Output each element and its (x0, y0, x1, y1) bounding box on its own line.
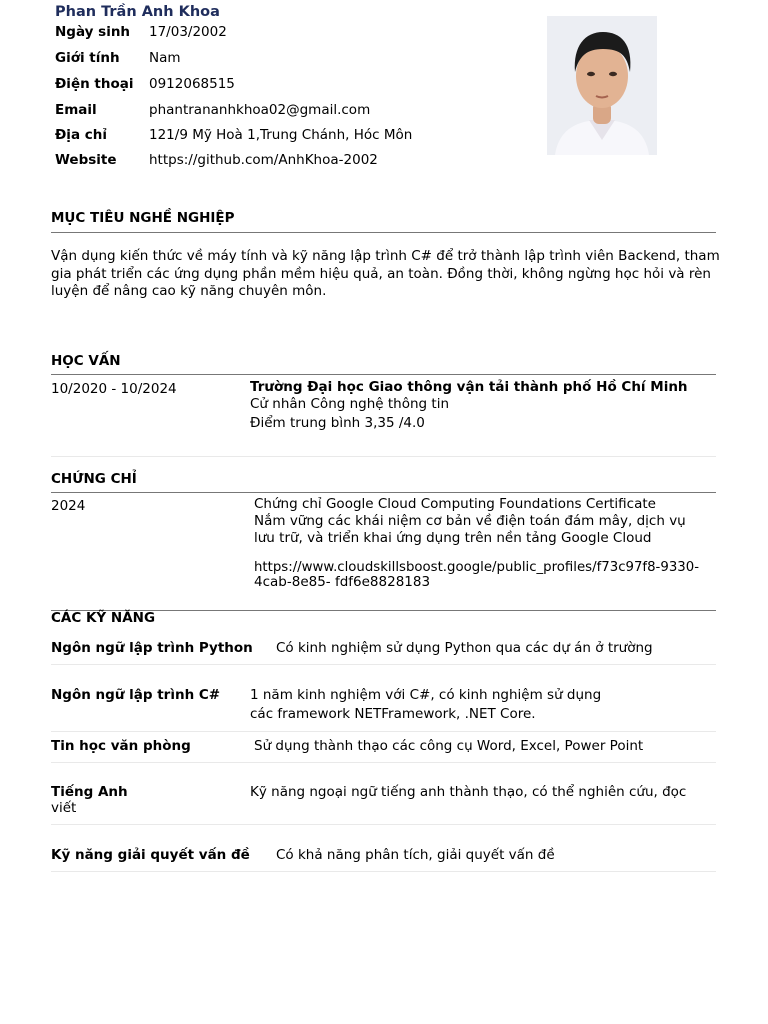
skill-english-desc: Kỹ năng ngoại ngữ tiếng anh thành thạo, có thể nghiên cứu, đọc (250, 784, 687, 800)
skill-problem-solving-name: Kỹ năng giải quyết vấn đề (51, 847, 250, 863)
objective-heading: MỤC TIÊU NGHỀ NGHIỆP (51, 210, 235, 226)
profile-photo (547, 16, 657, 155)
gender-label: Giới tính (55, 50, 120, 66)
email-value[interactable]: phantrananhkhoa02@gmail.com (149, 102, 371, 118)
education-heading: HỌC VẤN (51, 353, 121, 369)
school-name: Trường Đại học Giao thông vận tải thành phố Hồ Chí Minh (250, 379, 688, 395)
skill-problem-solving-desc: Có khả năng phân tích, giải quyết vấn đề (276, 847, 555, 863)
phone-value: 0912068515 (149, 76, 235, 92)
education-end-divider (51, 456, 716, 457)
skill-separator (51, 824, 716, 825)
objective-divider (51, 232, 716, 233)
skills-heading: CÁC KỸ NĂNG (51, 610, 156, 626)
birthdate-value: 17/03/2002 (149, 24, 227, 40)
certificates-divider (51, 492, 716, 493)
skill-office-name: Tin học văn phòng (51, 738, 191, 754)
address-value: 121/9 Mỹ Hoà 1,Trung Chánh, Hóc Môn (149, 127, 413, 143)
website-label: Website (55, 152, 117, 168)
skill-python-name: Ngôn ngữ lập trình Python (51, 640, 253, 656)
skill-separator (51, 762, 716, 763)
phone-label: Điện thoại (55, 76, 134, 92)
website-link[interactable]: https://github.com/AnhKhoa-2002 (149, 152, 378, 168)
certificate-link-line-2[interactable]: 4cab-8e85- fdf6e8828183 (254, 574, 431, 590)
objective-text: Vận dụng kiến thức về máy tính và kỹ năng lập trình C# để trở thành lập trình viên Backend, tham gia phát triển các ứng dụng phần mềm hiệu quả, an toàn. Đồng thời, không ngừng học hỏi và rèn luyện để nâng cao kỹ năng chuyên môn. (51, 248, 720, 299)
gender-value: Nam (149, 50, 181, 66)
certificate-year: 2024 (51, 498, 86, 514)
email-label: Email (55, 102, 97, 118)
education-period: 10/2020 - 10/2024 (51, 381, 177, 397)
education-divider (51, 374, 716, 375)
skill-csharp-name: Ngôn ngữ lập trình C# (51, 687, 221, 703)
skill-english-desc-overflow: viết (51, 800, 77, 816)
skill-separator (51, 731, 716, 732)
skill-python-desc: Có kinh nghiệm sử dụng Python qua các dự án ở trường (276, 640, 653, 656)
skill-english-name: Tiếng Anh (51, 784, 128, 800)
skill-csharp-desc-line-1: 1 năm kinh nghiệm với C#, có kinh nghiệm sử dụng (250, 687, 602, 703)
degree-name: Cử nhân Công nghệ thông tin (250, 396, 450, 412)
birthdate-label: Ngày sinh (55, 24, 131, 40)
certificate-title: Chứng chỉ Google Cloud Computing Foundations Certificate (254, 496, 656, 512)
certificate-link-line-1[interactable]: https://www.cloudskillsboost.google/public_profiles/f73c97f8-9330- (254, 560, 699, 575)
skill-separator (51, 664, 716, 665)
skill-office-desc: Sử dụng thành thạo các công cụ Word, Excel, Power Point (254, 738, 644, 754)
address-label: Địa chỉ (55, 127, 107, 143)
skill-separator (51, 871, 716, 872)
gpa-text: Điểm trung bình 3,35 /4.0 (250, 415, 425, 431)
certificate-desc-line-1: Nắm vững các khái niệm cơ bản về điện toán đám mây, dịch vụ (254, 513, 686, 529)
certificate-desc-line-2: lưu trữ, và triển khai ứng dụng trên nền tảng Google Cloud (254, 530, 652, 546)
candidate-name: Phan Trần Anh Khoa (55, 4, 220, 20)
certificates-heading: CHỨNG CHỈ (51, 471, 137, 487)
skill-csharp-desc-line-2: các framework NETFramework, .NET Core. (250, 706, 536, 722)
